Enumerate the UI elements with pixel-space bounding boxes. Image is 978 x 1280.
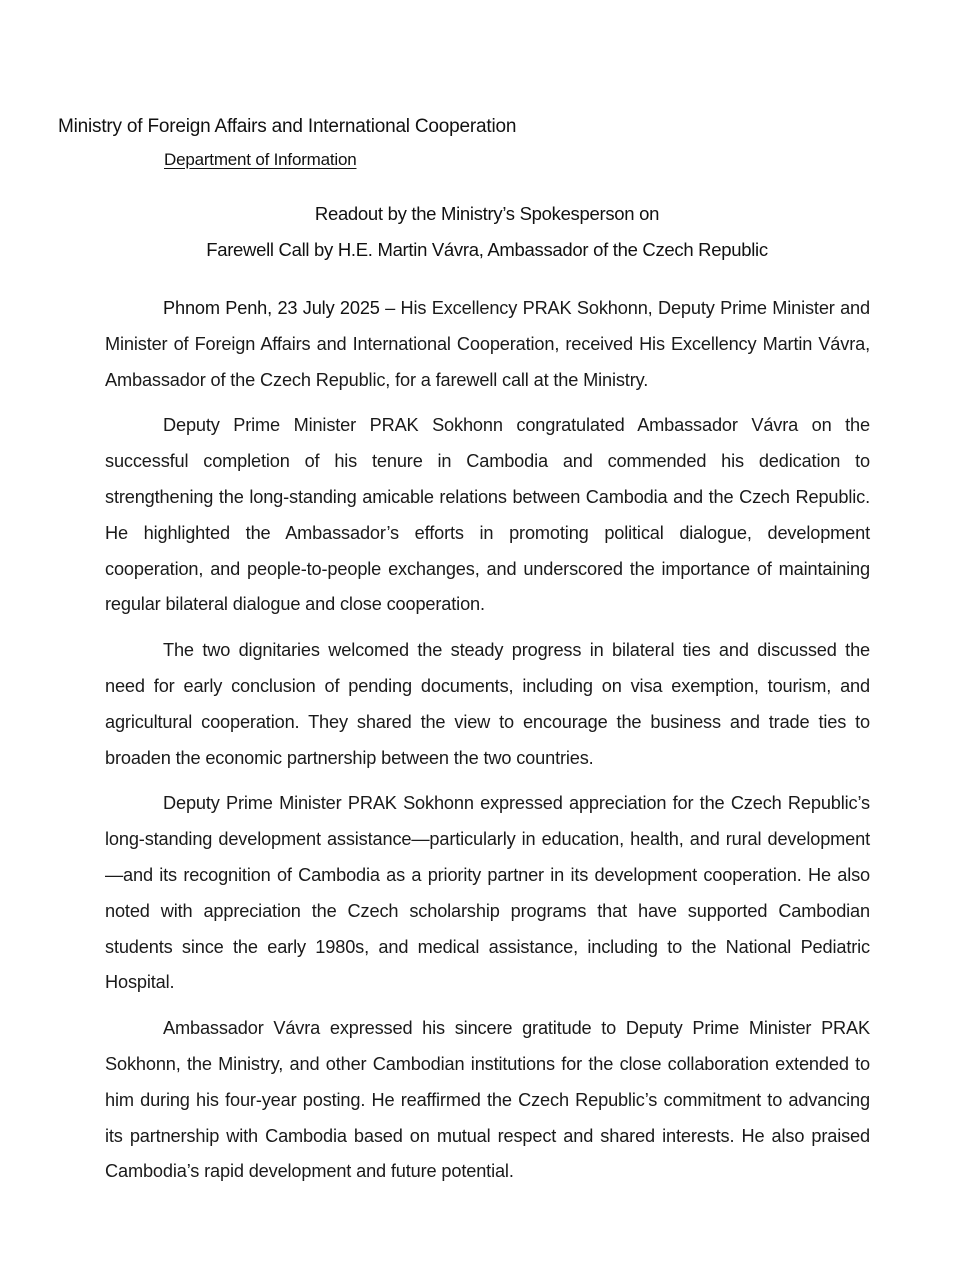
document-title-line-1: Readout by the Ministry’s Spokesperson on bbox=[314, 203, 660, 224]
department-name: Department of Information bbox=[164, 150, 357, 169]
paragraph-5: Ambassador Vávra expressed his sincere gratitude to Deputy Prime Minister PRAK Sokhonn, the Ministry, and other Cambodian institutions for the close collaboration extended to him during his four-year posting. He reaffirmed the Czech Republic’s commitment to advancing its partnership with Cambodia based on mutual respect and shared interests. He also praised Cambodia’s rapid development and future potential. bbox=[105, 1018, 870, 1182]
paragraph-4: Deputy Prime Minister PRAK Sokhonn expressed appreciation for the Czech Republic’s long-standing development assistance—particularly in education, health, and rural development—and its recognition of Cambodia as a priority partner in its development cooperation. He also noted with appreciation the Czech scholarship programs that have supported Cambodian students since the early 1980s, and medical assistance, including to the National Pediatric Hospital. bbox=[105, 793, 870, 993]
paragraph-2: Deputy Prime Minister PRAK Sokhonn congratulated Ambassador Vávra on the successful completion of his tenure in Cambodia and commended his dedication to strengthening the long-standing amicable relations between Cambodia and the Czech Republic. He highlighted the Ambassador’s efforts in promoting political dialogue, development cooperation, and people-to-people exchanges, and underscored the importance of maintaining regular bilateral dialogue and close cooperation. bbox=[105, 415, 870, 615]
dateline: Phnom Penh, 23 July 2025 bbox=[163, 298, 380, 318]
document-title-line-2: Farewell Call by H.E. Martin Vávra, Ambassador of the Czech Republic bbox=[206, 239, 768, 260]
paragraph-3: The two dignitaries welcomed the steady progress in bilateral ties and discussed the need for early conclusion of pending documents, including on visa exemption, tourism, and agricultural cooperation. They shared the view to encourage the business and trade ties to broaden the economic partnership between the two countries. bbox=[105, 640, 870, 768]
paragraph-1-text: – His Excellency PRAK Sokhonn, Deputy Prime Minister and Minister of Foreign Affairs and International Cooperation, received His Excellency Martin Vávra, Ambassador of the Czech Republic, for a farewell call at the Ministry. bbox=[105, 298, 870, 390]
paragraph-1 bbox=[105, 291, 870, 398]
document-body bbox=[105, 291, 870, 1200]
ministry-name: Ministry of Foreign Affairs and International Cooperation bbox=[58, 116, 517, 137]
